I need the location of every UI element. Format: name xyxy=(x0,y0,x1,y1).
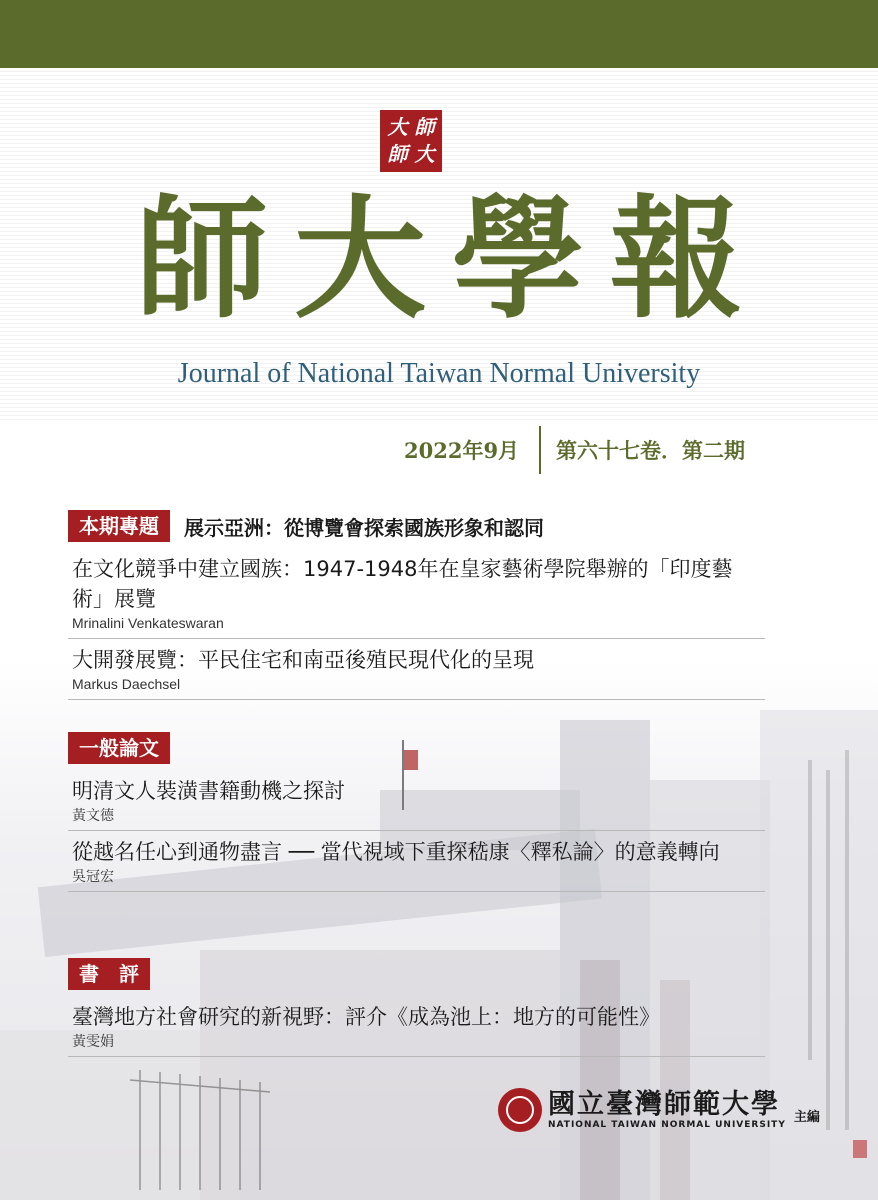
toc-section-review xyxy=(68,958,765,1057)
article-author: 吳冠宏 xyxy=(72,868,114,884)
section-label: 一般論文 xyxy=(68,732,170,764)
article-author: Mrinalini Venkateswaran xyxy=(72,615,224,631)
publisher-role: 主編 xyxy=(793,1109,820,1125)
toc-section-special xyxy=(68,510,765,700)
section-header xyxy=(68,732,765,764)
section-label: 書 評 xyxy=(68,958,150,990)
publisher-text xyxy=(548,1090,786,1130)
toc-entry xyxy=(68,548,765,639)
section-header xyxy=(68,510,765,542)
toc-entry xyxy=(68,770,765,831)
seal-char: 大 xyxy=(414,142,435,166)
article-author: 黃雯娟 xyxy=(72,1033,114,1049)
section-theme: 展示亞洲：從博覽會探索國族形象和認同 xyxy=(184,515,544,540)
issue-date: 2022年9月 xyxy=(404,438,520,463)
article-title: 臺灣地方社會研究的新視野：評介《成為池上：地方的可能性》 xyxy=(72,1005,660,1029)
toc-entry xyxy=(68,639,765,700)
publisher-name: 國立臺灣師範大學 xyxy=(548,1089,780,1120)
article-title: 從越名任心到通物盡言 ── 當代視域下重探嵇康〈釋私論〉的意義轉向 xyxy=(72,840,720,864)
publisher-name-en: NATIONAL TAIWAN NORMAL UNIVERSITY xyxy=(548,1120,786,1130)
journal-subtitle: Journal of National Taiwan Normal University xyxy=(177,358,701,389)
article-title: 明清文人裝潢書籍動機之探討 xyxy=(72,779,345,803)
toc-entry xyxy=(68,996,765,1057)
seal-char: 師 xyxy=(414,115,435,139)
toc-section-general xyxy=(68,732,765,892)
top-color-band xyxy=(0,0,878,68)
issue-volume: 第六十七卷．第二期 xyxy=(556,438,745,463)
article-author: Markus Daechsel xyxy=(72,676,181,692)
section-label: 本期專題 xyxy=(68,510,170,542)
university-emblem-icon xyxy=(498,1088,542,1132)
article-author: 黃文德 xyxy=(72,807,114,823)
issue-divider xyxy=(539,426,541,474)
seal-char: 師 xyxy=(387,142,408,166)
section-header xyxy=(68,958,765,990)
article-title: 在文化競爭中建立國族：1947-1948年在皇家藝術學院舉辦的「印度藝術」展覽 xyxy=(72,557,733,611)
journal-title: 師大學報 xyxy=(136,183,768,337)
seal-char: 大 xyxy=(387,115,408,139)
publisher-block xyxy=(498,1088,820,1132)
article-title: 大開發展覽：平民住宅和南亞後殖民現代化的呈現 xyxy=(72,648,534,672)
journal-seal-logo xyxy=(380,110,442,172)
toc-entry xyxy=(68,831,765,892)
